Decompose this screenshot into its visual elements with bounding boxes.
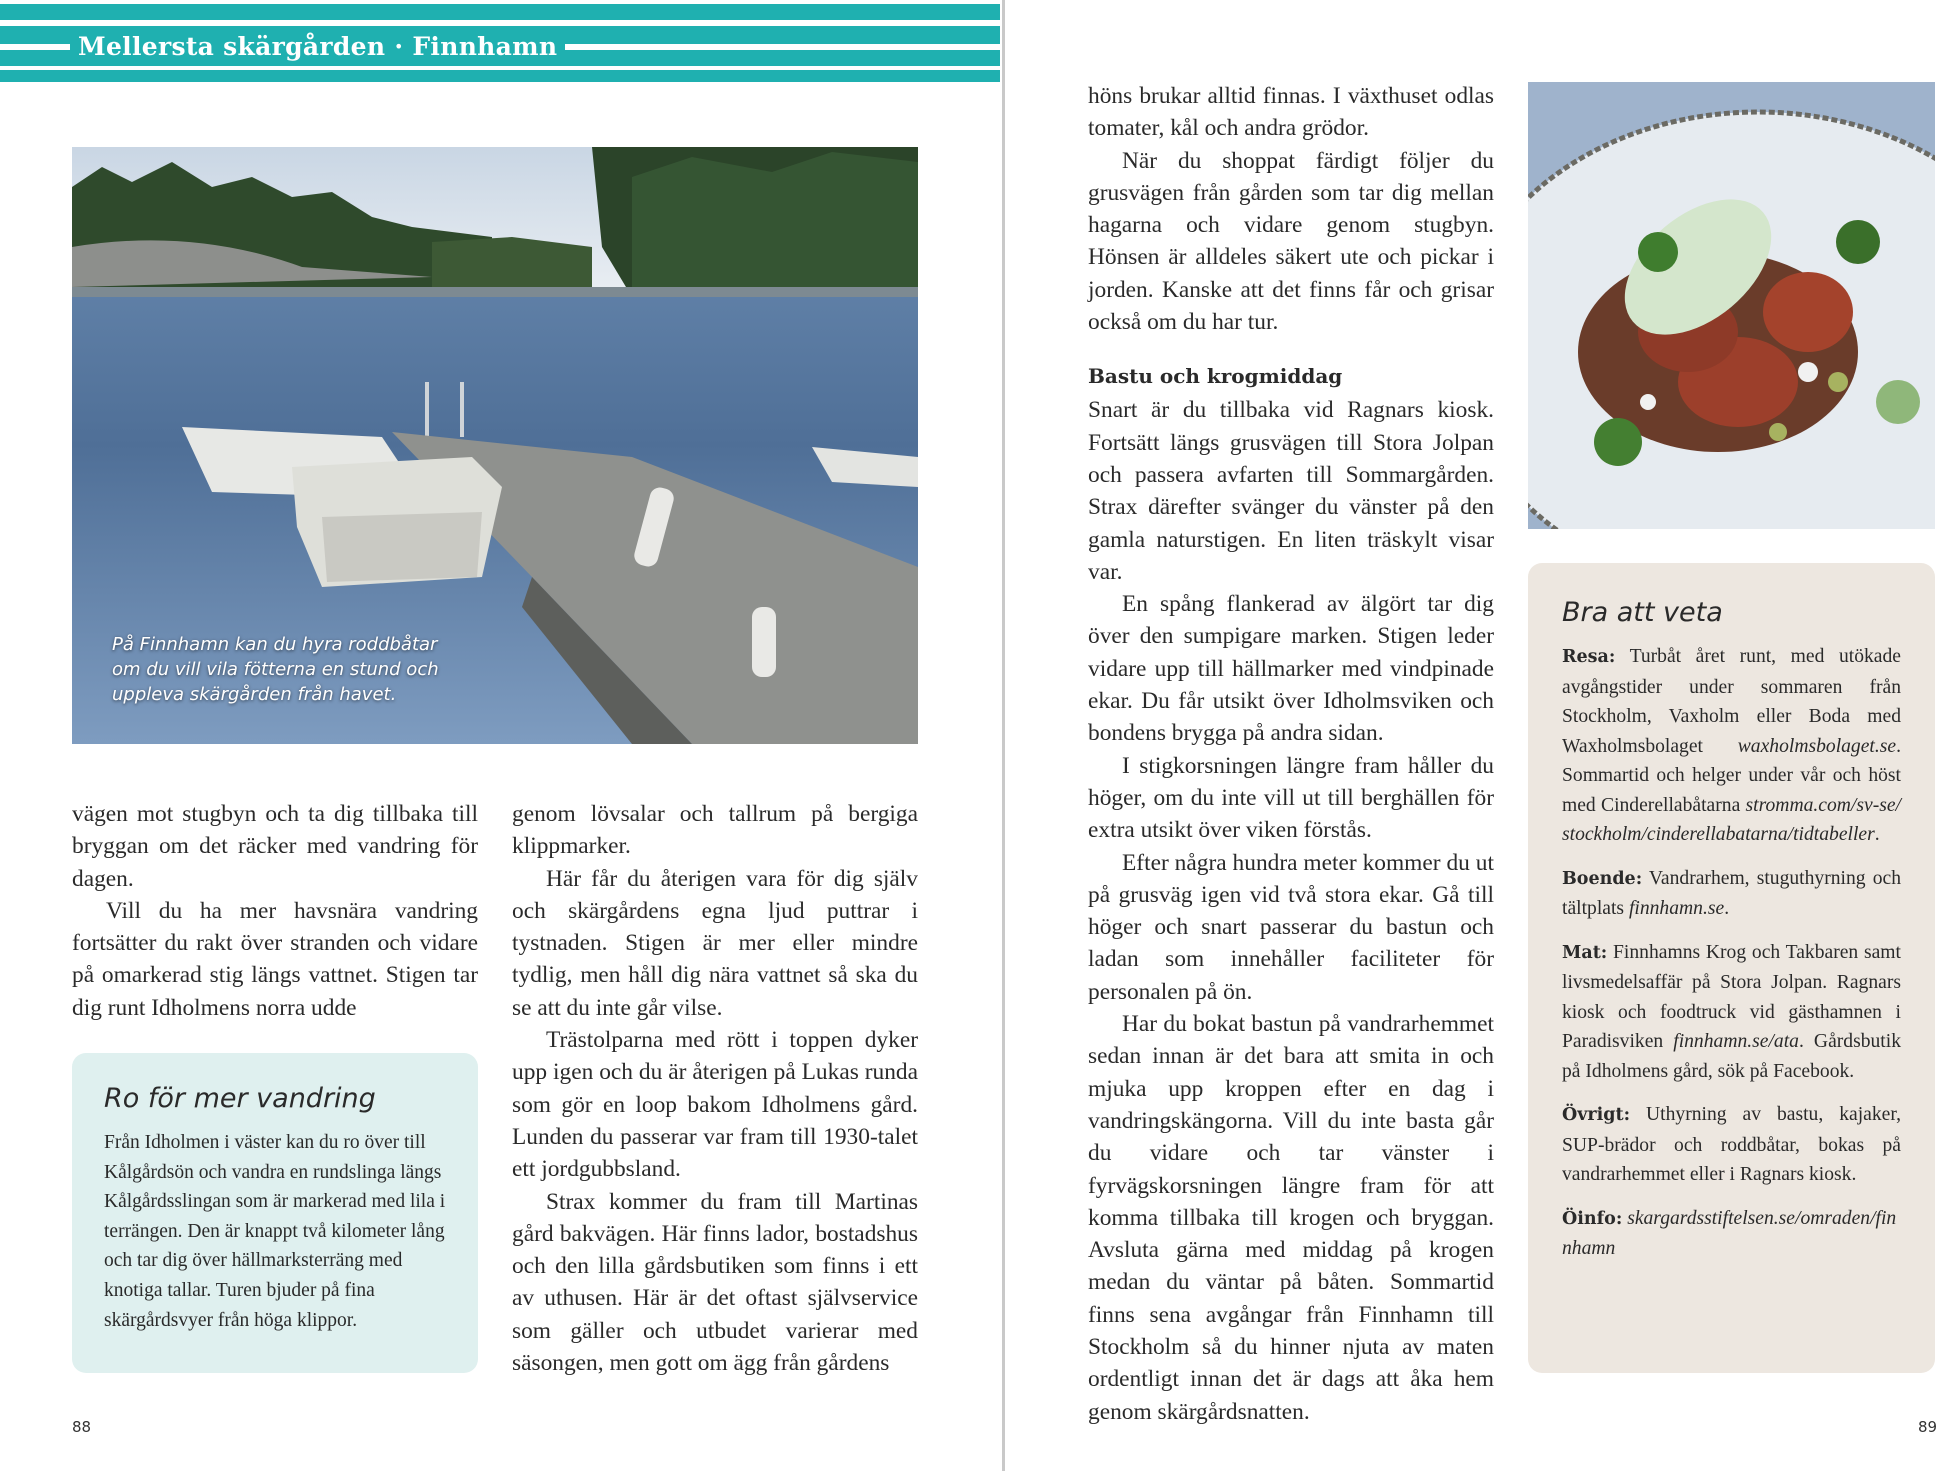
paragraph: Här får du återigen vara för dig själv och skärgårdens egna ljud puttrar i tystnaden. Stigen är mer eller mindre tydlig, men håll dig nära vattnet så ska du se att du inte går vilse. <box>512 865 918 1021</box>
paragraph: En spång flankerad av älgört tar dig över den sumpigare marken. Stigen leder vidare upp till hällmarker med vindpinade ekar. Du får utsikt över Idholmsviken och bondens brygga på andra sidan. <box>1088 591 1494 747</box>
info-text: Turbåt året runt, med utökade avgångstider under sommaren från Stockholm, Vaxholm eller Boda med Waxholmsbolaget <box>1562 646 1901 757</box>
info-label: Resa: <box>1562 647 1616 667</box>
paragraph: Strax kommer du fram till Martinas gård bakvägen. Här finns lador, bostadshus och den lilla gårdsbutiken som finns i ett av uthusen. Här är det oftast självservice som gäller och utbudet varierar med säsongen, men gott om ägg från gårdens <box>512 1188 918 1377</box>
sidebar-box-ro-for-mer-vandring <box>72 1053 478 1373</box>
section-heading: Bastu och krogmiddag <box>1088 364 1343 389</box>
info-label: Övrigt: <box>1562 1105 1631 1125</box>
text-column-2 <box>512 798 918 1379</box>
info-label: Boende: <box>1562 868 1643 889</box>
paragraph: Trästolparna med rött i toppen dyker upp igen och du är återigen på Lukas runda som gör en loop bakom Idholmens gård. Lunden du passerar var fram till 1930-talet ett jordgubbsland. <box>512 1027 918 1183</box>
info-label: Öinfo: <box>1562 1208 1623 1229</box>
paragraph: När du shoppat färdigt följer du grusvägen från gården som tar dig mellan hagarna och vidare genom stugbyn. Hönsen är alldeles säkert ute och pickar i jorden. Kanske att det finns får och grisar också om du har tur. <box>1088 147 1494 336</box>
info-item-resa <box>1562 642 1901 850</box>
page-number-right: 89 <box>1918 1418 1938 1436</box>
header-stripe <box>0 4 1000 20</box>
paragraph: Snart är du tillbaka vid Ragnars kiosk. Fortsätt längs grusvägen till Stora Jolpan och passera avfarten till Sommargården. Strax därefter svänger du vänster på den gamla naturstigen. En liten träskylt visar var. <box>1088 397 1494 585</box>
paragraph: Har du bokat bastun på vandrarhemmet sedan innan är det bara att smita in och mjuka upp kroppen efter en dag i vandringskängorna. Vill du inte basta går du vidare och tar vänster i fyrvägskorsningen längre fram för att komma tillbaka till krogen och bryggan. Avsluta gärna med middag på krogen medan du väntar på båten. Sommartid finns sena avgångar från Finnhamn till Stockholm så du hinner njuta av maten ordentligt innan det är dags att åka hem genom skärgårdsnatten. <box>1088 1011 1494 1425</box>
info-text: . Gårdsbutik på Idholmens gård, sök på Facebook. <box>1562 1031 1901 1082</box>
info-item-boende <box>1562 864 1901 924</box>
info-text: . <box>1874 824 1880 845</box>
chapter-title: Mellersta skärgården · Finnhamn <box>70 31 565 62</box>
info-text: . <box>1724 898 1730 919</box>
info-text: Vandrarhem, stuguthyrning och tältplats <box>1562 867 1901 919</box>
info-text: . Sommartid och helger under vår och höst med Cinderellabåtarna <box>1562 735 1901 816</box>
info-text: Finnhamns Krog och Takbaren samt livsmedelsaffär på Stora Jolpan. Ragnars kiosk och foodtruck vid gästhamnen i Paradisviken <box>1562 941 1901 1052</box>
paragraph: höns brukar alltid finnas. I växthuset odlas tomater, kål och andra grödor. <box>1088 83 1494 142</box>
box-title: Ro för mer vandring <box>104 1083 376 1114</box>
box-text: Från Idholmen i väster kan du ro över till Kålgårdsön och vandra en rundslinga längs Kålgårdsslingan som är markerad med lila i terrängen. Den är knappt två kilometer lång och tar dig över hällmarksterräng med knotiga tallar. Turen bjuder på fina skärgårdsvyer från höga klippor. <box>104 1132 446 1331</box>
box-title: Bra att veta <box>1562 597 1723 628</box>
food-photo-illustration <box>1528 82 1935 529</box>
info-label: Mat: <box>1562 942 1608 963</box>
food-photo <box>1528 82 1935 529</box>
info-item-mat <box>1562 938 1901 1087</box>
dock-photo <box>72 147 918 744</box>
paragraph: Vill du ha mer havsnära vandring fortsätter du rakt över stranden och vidare på omarkerad stig längs vattnet. Stigen tar dig runt Idholmens norra udde <box>72 897 478 1021</box>
paragraph: Efter några hundra meter kommer du ut på grusväg igen vid två stora ekar. Gå till höger och snart passerar du bastun och ladan som innehåller faciliteter för personalen på ön. <box>1088 849 1494 1005</box>
page-number-left: 88 <box>72 1418 92 1436</box>
paragraph: I stigkorsningen längre fram håller du höger, om du inte vill ut till berghällen för extra utsikt över viken förstås. <box>1088 752 1494 844</box>
paragraph: vägen mot stugbyn och ta dig tillbaka till bryggan om det räcker med vandring för dagen. <box>72 801 478 892</box>
sidebar-box-bra-att-veta <box>1528 563 1935 1373</box>
info-link[interactable]: skargardsstiftelsen.se/omraden/finnhamn <box>1562 1207 1897 1259</box>
info-link[interactable]: stromma.com/sv-se/stockholm/cinderellabatarna/tidtabeller <box>1562 794 1901 845</box>
header-stripe <box>0 70 1000 82</box>
info-link[interactable]: finnhamn.se <box>1628 898 1725 919</box>
chapter-header-banner <box>0 0 1000 82</box>
info-text: Uthyrning av bastu, kajaker, SUP-brädor och roddbåtar, bokas på vandrarhemmet eller i Ragnars kiosk. <box>1562 1104 1901 1185</box>
text-column-1 <box>72 798 478 1024</box>
photo-caption: På Finnhamn kan du hyra roddbåtar om du vill vila fötterna en stund och uppleva skärgården från havet. <box>112 634 439 705</box>
info-link[interactable]: waxholmsbolaget.se <box>1737 735 1897 757</box>
info-item-ovrigt <box>1562 1100 1901 1190</box>
text-column-3 <box>1088 80 1494 1428</box>
info-link[interactable]: finnhamn.se/ata <box>1673 1031 1799 1052</box>
info-item-oinfo <box>1562 1204 1901 1264</box>
paragraph: genom lövsalar och tallrum på bergiga klippmarker. <box>512 801 918 860</box>
